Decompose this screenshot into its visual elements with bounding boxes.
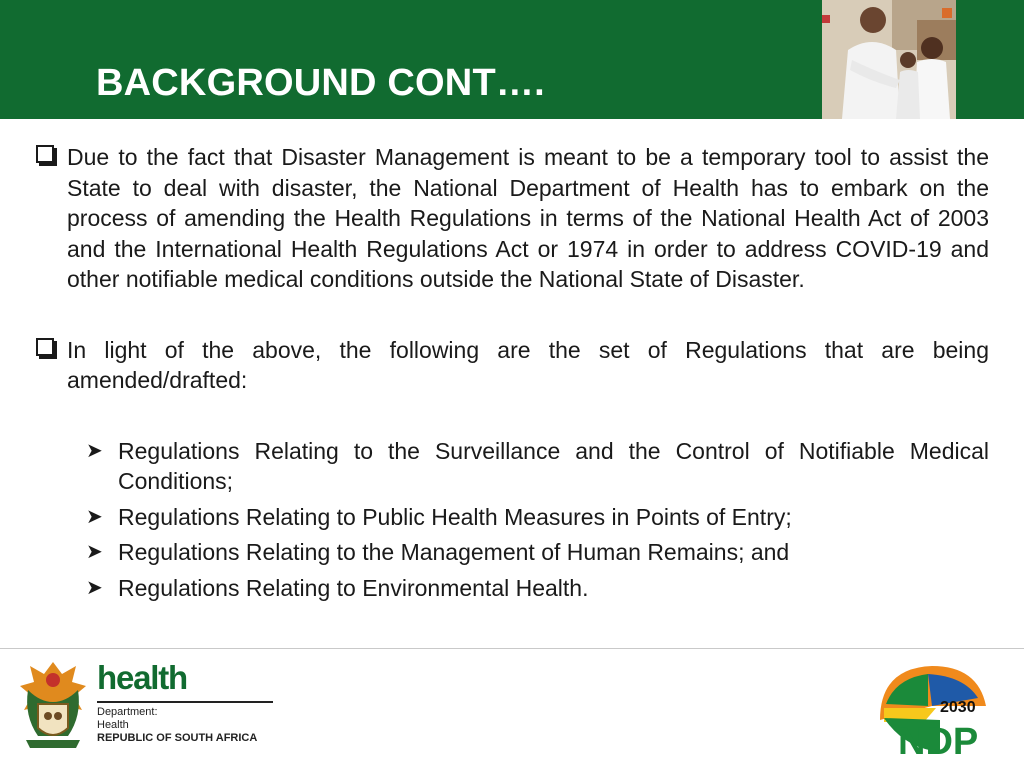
bullet-text: Due to the fact that Disaster Management is meant to be a temporary tool to assist the State to deal with disaster, the National Department of Health has to embark on the process of amending the Health Regulations in terms of the National Health Act of 2003 and the International Health Regulations Act or 1974 in order to address COVID-19 and other notifiable medical conditions outside the National State of Disaster. bbox=[67, 144, 989, 292]
footer-divider bbox=[0, 648, 1024, 649]
regulations-list bbox=[34, 436, 989, 604]
slide-content bbox=[34, 142, 989, 603]
sub-bullet-item bbox=[34, 436, 989, 497]
sub-bullet-item bbox=[34, 537, 989, 568]
country-name: REPUBLIC OF SOUTH AFRICA bbox=[97, 732, 258, 744]
ndp-year: 2030 bbox=[940, 699, 976, 716]
arrowhead-icon: ➤ bbox=[86, 505, 103, 528]
arrowhead-icon: ➤ bbox=[86, 576, 103, 599]
sub-bullet-text: Regulations Relating to the Management of Human Remains; and bbox=[118, 539, 790, 565]
header-bar bbox=[0, 0, 1024, 119]
slide-title: BACKGROUND CONT…. bbox=[96, 62, 545, 104]
sub-bullet-text: Regulations Relating to Public Health Measures in Points of Entry; bbox=[118, 503, 792, 530]
nurse-children-photo bbox=[822, 0, 956, 119]
sub-bullet-text: Regulations Relating to Environmental Health. bbox=[118, 574, 589, 601]
arrowhead-icon: ➤ bbox=[86, 541, 103, 563]
ndp-2030-logo-icon bbox=[874, 660, 990, 758]
ndp-text: NDP bbox=[898, 721, 979, 758]
department-name: Health bbox=[97, 719, 129, 731]
bullet-item bbox=[34, 142, 989, 295]
arrowhead-icon: ➤ bbox=[86, 439, 103, 462]
bullet-item bbox=[34, 335, 989, 396]
coat-of-arms-icon bbox=[16, 656, 90, 752]
square-box-icon bbox=[36, 145, 54, 163]
health-logo-text: health bbox=[97, 659, 187, 696]
department-label: Department: bbox=[97, 706, 158, 718]
bullet-text: In light of the above, the following are the set of Regulations that are being amended/drafted: bbox=[67, 336, 989, 393]
square-box-icon bbox=[36, 338, 54, 356]
header-photo bbox=[822, 0, 956, 119]
sub-bullet-item bbox=[34, 573, 989, 604]
health-logo-rule bbox=[97, 701, 273, 703]
sub-bullet-item bbox=[34, 502, 989, 533]
sub-bullet-text: Regulations Relating to the Surveillance and the Control of Notifiable Medical Conditions; bbox=[118, 437, 989, 494]
